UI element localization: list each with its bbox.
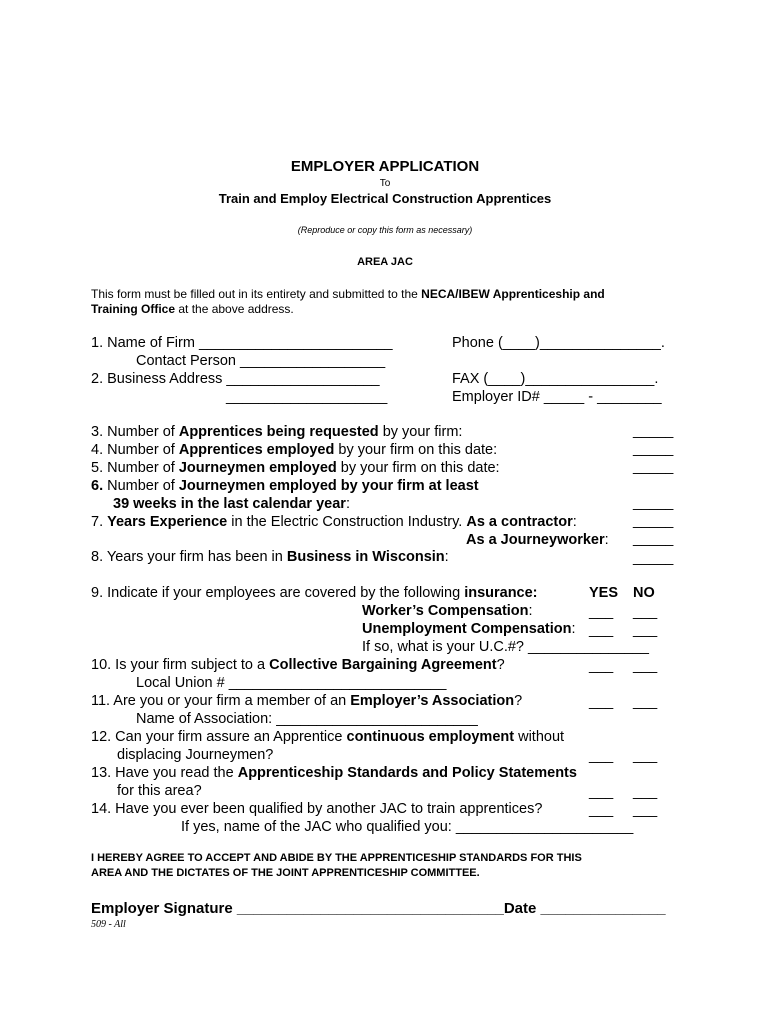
yes-header: YES (589, 585, 619, 601)
q5: 5. Number of Journeymen employed by your firm on this date: (91, 460, 500, 476)
q3-blank: _____ (633, 423, 674, 439)
q7-journeyworker: As a Journeyworker: (466, 532, 609, 548)
q11: 11. Are you or your firm a member of an Employer’s Association? (91, 693, 523, 709)
q4: 4. Number of Apprentices employed by your firm on this date: (91, 442, 498, 458)
q8: 8. Years your firm has been in Business in Wisconsin: (91, 549, 449, 565)
fax-field: FAX (____)________________. (452, 371, 659, 387)
employer-id-field: Employer ID# _____ - ________ (452, 389, 662, 405)
q12-no-blank: ___ (633, 748, 658, 764)
q10: 10. Is your firm subject to a Collective Bargaining Agreement? (91, 657, 505, 673)
q7: 7. Years Experience in the Electric Construction Industry. As a contractor: (91, 514, 577, 530)
intro-text-end: at the above address. (175, 302, 294, 316)
q11-yes-blank: ___ (589, 694, 614, 710)
to-label: To (379, 178, 391, 189)
q7-journeyworker-blank: _____ (633, 531, 674, 547)
intro-line-2 (91, 302, 294, 316)
intro-office-name: NECA/IBEW Apprenticeship and (421, 287, 605, 301)
signature-label: Employer Signature (91, 900, 233, 917)
q5-blank: _____ (633, 459, 674, 475)
form-subtitle: Train and Employ Electrical Construction Apprentices (218, 191, 552, 206)
uc-no-blank: ___ (633, 622, 658, 638)
area-jac: AREA JAC (357, 256, 413, 268)
date-blank: _______________ (540, 900, 666, 917)
q4-blank: _____ (633, 441, 674, 457)
agreement-line-2: AREA AND THE DICTATES OF THE JOINT APPRENTICESHIP COMMITTEE. (91, 867, 480, 879)
form-title: EMPLOYER APPLICATION (290, 158, 480, 175)
form-code: 509 - All (91, 919, 126, 930)
q6-line-2: 39 weeks in the last calendar year: (113, 496, 350, 512)
no-header: NO (633, 585, 655, 601)
agreement-line-1: I HEREBY AGREE TO ACCEPT AND ABIDE BY THE APPRENTICESHIP STANDARDS FOR THIS (91, 852, 582, 864)
uc-yes-blank: ___ (589, 622, 614, 638)
q6: 6. Number of Journeymen employed by your firm at least (91, 478, 479, 494)
q11-no-blank: ___ (633, 694, 658, 710)
q12-line-2: displacing Journeymen? (117, 747, 274, 763)
q12-yes-blank: ___ (589, 748, 614, 764)
q14-jac-name: If yes, name of the JAC who qualified you: ______________________ (181, 819, 634, 835)
q13-no-blank: ___ (633, 784, 658, 800)
signature-blank: ________________________________ (236, 900, 504, 917)
q13-yes-blank: ___ (589, 784, 614, 800)
q1-firm-name: 1. Name of Firm ________________________ (91, 335, 393, 351)
q12: 12. Can your firm assure an Apprentice continuous employment without (91, 729, 565, 745)
q14: 14. Have you ever been qualified by another JAC to train apprentices? (91, 801, 543, 817)
q8-blank: _____ (633, 550, 674, 566)
intro-line-1 (91, 287, 605, 301)
unemployment-comp: Unemployment Compensation: (362, 621, 576, 637)
uc-number: If so, what is your U.C.#? _______________ (362, 639, 649, 655)
q13-line-2: for this area? (117, 783, 202, 799)
q6-blank: _____ (633, 495, 674, 511)
q14-yes-blank: ___ (589, 802, 614, 818)
wc-no-blank: ___ (633, 604, 658, 620)
workers-comp: Worker’s Compensation: (362, 603, 533, 619)
wc-yes-blank: ___ (589, 604, 614, 620)
copy-note: (Reproduce or copy this form as necessary) (297, 225, 473, 235)
signature-line (91, 900, 666, 917)
q2-business-address: 2. Business Address ___________________ (91, 371, 380, 387)
contact-person: Contact Person __________________ (136, 353, 386, 369)
q9: 9. Indicate if your employees are covered by the following insurance: (91, 585, 538, 601)
q13: 13. Have you read the Apprenticeship Standards and Policy Statements (91, 765, 577, 781)
q10-local-union: Local Union # ___________________________ (136, 675, 447, 691)
address-line-2: ____________________ (226, 389, 388, 405)
intro-text: This form must be filled out in its entirety and submitted to the (91, 287, 422, 301)
date-label: Date (503, 900, 537, 917)
q11-association-name: Name of Association: _________________________ (136, 711, 478, 727)
q7-contractor-blank: _____ (633, 513, 674, 529)
intro-office-label: Training Office (91, 302, 176, 316)
q14-no-blank: ___ (633, 802, 658, 818)
q10-no-blank: ___ (633, 658, 658, 674)
q10-yes-blank: ___ (589, 658, 614, 674)
q3: 3. Number of Apprentices being requested by your firm: (91, 424, 463, 440)
phone-field: Phone (____)_______________. (452, 335, 665, 351)
